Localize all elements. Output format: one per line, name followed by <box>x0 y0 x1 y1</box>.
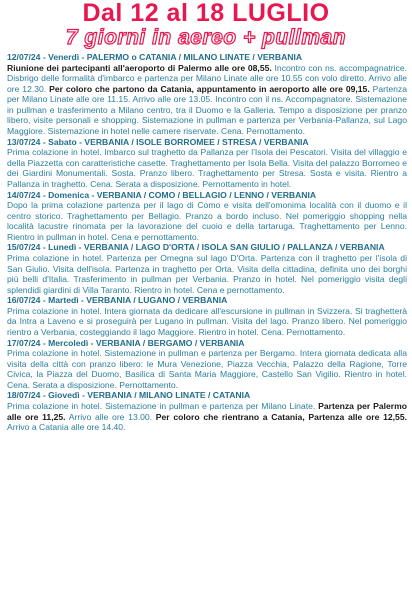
header <box>0 0 412 52</box>
day-7 <box>7 390 407 432</box>
day-heading: 18/07/24 - Giovedì - VERBANIA / MILANO LINATE / CATANIA <box>7 390 251 401</box>
day-5 <box>7 295 407 337</box>
day-heading: 17/07/24 - Mercoledì - VERBANIA / BERGAMO / VERBANIA <box>7 337 245 348</box>
day-heading: 15/07/24 - Lunedì - VERBANIA / LAGO D'ORTA / ISOLA SAN GIULIO / PALLANZA / VERBANIA <box>7 242 385 253</box>
body-text: Partenza per Milano Linate alle ore 11.15. Arrivo alle ore 13.05. Incontro con il ns. Accompagnatore. Sistemazione in pullman e trasferimento a Milano centro, tra il Duomo e la Galleria. Tempo a disposizione per pranzo libero, visite personali e shopping. Sistemazione in pullman e partenza per Verbania-Pallanza, sul Lago Maggiore. Sistemazione in hotel nelle camere riservate. Cena. Pernottamento. <box>7 83 407 137</box>
itinerary <box>0 52 412 433</box>
day-description <box>7 147 407 189</box>
day-6 <box>7 338 407 391</box>
body-text: Prima colazione in hotel. Imbarco sul traghetto da Pallanza per l'Isola dei Pescatori. Visita del villaggio e della Piazzetta con caratteristiche casette. Traghettamento per Isola Bella. Visita del palazzo Borromeo e dei Giardini Monumentali. Sosta. Pranzo libero. Traghettamento per Stresa. Sosta e visita. Rientro a Pallanza in traghetto. Cena. Serata a disposizione. Pernottamento in hotel. <box>7 147 407 189</box>
day-heading: 13/07/24 - Sabato - VERBANIA / ISOLE BORROMEE / STRESA / VERBANIA <box>7 136 309 147</box>
day-4 <box>7 242 407 295</box>
day-description <box>7 348 407 390</box>
day-description <box>7 63 407 137</box>
day-heading: 16/07/24 - Martedì - VERBANIA / LUGANO / VERBANIA <box>7 295 228 306</box>
day-description <box>7 306 407 338</box>
body-text: Arrivo alle ore 13.00. <box>65 411 156 422</box>
day-description <box>7 253 407 295</box>
body-text: Prima colazione in hotel. Sistemazione in pullman e partenza per Milano Linate. <box>7 400 319 411</box>
page-subtitle: 7 giorni in aereo + pullman <box>65 26 347 49</box>
day-2 <box>7 137 407 190</box>
highlight-text: Riunione dei partecipanti all'aeroporto di Palermo alle ore 08,55. <box>7 62 272 73</box>
body-text: Prima colazione in hotel. Intera giornata da dedicare all'escursione in pullman in Svizzera. Si traghetterà da Intra a Laveno e si proseguirà per Lugano in pullman. Visita del lago. Pranzo libero. Nel pomeriggio rientro a Verbania, costeggiando il lago Maggiore. Rientro in hotel. Cena. Pernottamento. <box>7 305 407 337</box>
day-1 <box>7 52 407 137</box>
body-text: Prima colazione in hotel. Partenza per Omegna sul lago D'Orta. Partenza con il traghetto per l'isola di San Giulio. Visita dell'isola. Partenza in traghetto per Orta. Visita della cittadina, definita uno dei borghi più belli d'Italia. Trasferimento in pullman per Verbania. Pranzo in hotel. Nel pomeriggio visita degli splendidi giardini di Villa Taranto. Rientro in hotel. Cena e pernottamento. <box>7 252 407 295</box>
day-description <box>7 200 407 242</box>
highlight-text: Per coloro che rientrano a Catania, Partenza alle ore 12,55. <box>155 411 407 422</box>
page-title: Dal 12 al 18 LUGLIO <box>82 0 330 27</box>
body-text: Prima colazione in hotel. Sistemazione in pullman e partenza per Bergamo. Intera giornata dedicata alla visita della città con pranzo libero: le Mura Venezione, Piazza Vecchia, Palazzo della Ragione, Torre Civica, la Piazza del Duomo, Basilica di Santa Maria Maggiore, Castello San Vigilio. Rientro in hotel. Cena. Serata a disposizione. Pernottamento. <box>7 348 407 390</box>
body-text: Arrivo a Catania alle ore 14.40. <box>7 422 126 433</box>
body-text: Incontro con ns. accompagnatrice. Disbrigo delle formalità d'imbarco e partenza per Milano Linate alle ore 10.55 con volo diretto. Arrivo alle ore 12.30. <box>7 62 407 94</box>
highlight-text: Per coloro che partono da Catania, appuntamento in aeroporto alle ore 09,15. <box>49 83 370 94</box>
day-3 <box>7 190 407 243</box>
body-text: Dopo la prima colazione partenza per il lago di Como e visita dell'omonima località con il duomo e il centro storico. Traghettamento per Bellagio. Pranzo a bordo incluso. Nel pomeriggio shopping nella località lacustre rinomata per la lavorazione del cuoio e della tartaruga. Traghettamento per Lenno. Rientro in pullman in hotel. Cena e pernottamento. <box>7 200 407 242</box>
day-heading: 14/07/24 - Domenica - VERBANIA / COMO / BELLAGIO / LENNO / VERBANIA <box>7 189 317 200</box>
day-heading: 12/07/24 - Venerdì - PALERMO o CATANIA / MILANO LINATE / VERBANIA <box>7 52 303 62</box>
day-description <box>7 401 407 433</box>
highlight-text: Partenza per Palermo alle ore 11,25. <box>7 400 408 422</box>
